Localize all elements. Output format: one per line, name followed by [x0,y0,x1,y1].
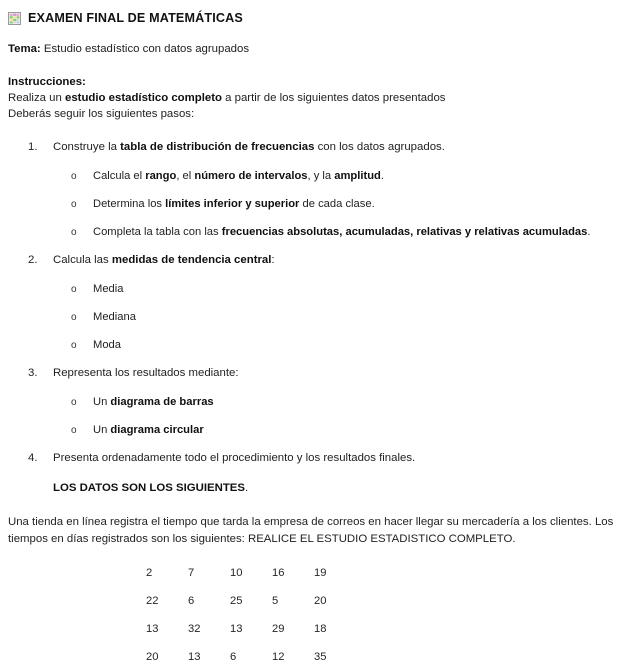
table-row [146,650,356,664]
sub-list [53,281,633,353]
sub-list [53,168,633,240]
step-text-bold: medidas de tendencia central [111,254,272,266]
data-cell: 18 [314,623,327,635]
text-part: Un [93,424,111,436]
spreadsheet-table-icon [8,12,21,25]
text-part-bold: límites inferior y superior [165,198,300,210]
circle-bullet-icon: o [71,425,77,436]
data-cell: 2 [146,567,153,579]
text-part: . [587,226,591,238]
data-cell: 20 [146,651,159,663]
circle-bullet-icon: o [71,312,77,323]
instrucciones-label: Instrucciones: [8,76,86,88]
step-text [53,141,445,153]
data-cell: 25 [230,595,243,607]
step-number: 2. [28,254,38,266]
data-values-table [146,566,356,664]
list-item [0,365,633,438]
list-item [53,196,633,212]
sub-list [53,394,633,438]
text-part: , el [176,170,195,182]
data-cell: 16 [272,567,285,579]
steps-list [0,139,633,466]
data-cell: 35 [314,651,327,663]
text-part-bold: diagrama circular [110,424,204,436]
sub-item-text [93,198,375,210]
text-part-bold: diagrama de barras [110,396,214,408]
instrucciones-line-1 [8,90,623,106]
text-part: . [380,170,384,182]
list-item [53,168,633,184]
data-cell: 13 [230,623,243,635]
circle-bullet-icon: o [71,340,77,351]
step-text-after: : [271,254,275,266]
data-cell: 10 [230,567,243,579]
data-cell: 6 [188,595,195,607]
circle-bullet-icon: o [71,199,77,210]
data-cell: 29 [272,623,285,635]
text-part: Determina los [93,198,166,210]
step-text: Representa los resultados mediante: [53,367,239,379]
instrucciones-line-1-bold: estudio estadístico completo [65,92,222,104]
list-item [0,252,633,353]
text-part: de cada clase. [299,198,375,210]
list-item [0,139,633,240]
step-text: Presenta ordenadamente todo el procedimiento y los resultados finales. [53,452,416,464]
tema-paragraph [0,41,633,57]
data-cell: 32 [188,623,201,635]
text-part-bold: rango [145,170,177,182]
instrucciones-line-1-c: a partir de los siguientes datos presentados [221,92,446,104]
list-item [53,422,633,438]
step-text-bold: tabla de distribución de frecuencias [120,141,315,153]
page-title: EXAMEN FINAL DE MATEMÁTICAS [28,11,243,25]
data-cell: 12 [272,651,285,663]
step-text-before: Construye la [53,141,121,153]
step-text-before: Calcula las [53,254,112,266]
sub-item-text [93,396,214,408]
step-number: 4. [28,452,38,464]
step-number: 1. [28,141,38,153]
text-part-bold: amplitud [334,170,381,182]
datos-heading [0,480,633,496]
data-cell: 13 [146,623,159,635]
table-row [146,594,356,622]
text-part: , y la [307,170,335,182]
list-item [53,394,633,410]
data-cell: 7 [188,567,195,579]
text-part-bold: frecuencias absolutas, acumuladas, relativas y relativas acumuladas [221,226,588,238]
sub-item-text [93,226,591,238]
sub-item-text [93,170,384,182]
table-row [146,566,356,594]
list-item [53,224,633,240]
step-text [53,254,275,266]
data-cell: 19 [314,567,327,579]
text-part: Calcula el [93,170,146,182]
table-row [146,622,356,650]
data-cell: 5 [272,595,279,607]
datos-heading-period: . [244,482,249,494]
circle-bullet-icon: o [71,171,77,182]
datos-heading-bold: LOS DATOS SON LOS SIGUIENTES [53,482,245,494]
list-item [53,309,633,325]
data-cell: 20 [314,595,327,607]
problem-statement: Una tienda en línea registra el tiempo que tarda la empresa de correos en hacer llegar su mercadería a los clientes. Los tiempos en días registrados son los siguientes: REALICE EL ESTUDIO ESTADISTICO COMPLETO. [8,516,614,545]
data-cell: 13 [188,651,201,663]
circle-bullet-icon: o [71,284,77,295]
list-item [53,337,633,353]
page-title-row [0,0,633,25]
step-text-after: con los datos agrupados. [314,141,445,153]
instrucciones-paragraph [0,74,633,122]
tema-value: Estudio estadístico con datos agrupados [40,43,250,55]
step-number: 3. [28,367,38,379]
data-cell: 22 [146,595,159,607]
sub-item-text: Moda [93,339,121,351]
data-values-body [146,566,356,664]
data-grid-wrapper [0,566,633,664]
text-part-bold: número de intervalos [194,170,308,182]
list-item [0,450,633,466]
circle-bullet-icon: o [71,227,77,238]
text-part: Un [93,396,111,408]
text-part: Completa la tabla con las [93,226,222,238]
data-cell: 6 [230,651,237,663]
instrucciones-line-2: Deberás seguir los siguientes pasos: [8,108,195,120]
tema-label: Tema: [8,43,41,55]
instrucciones-line-1-a: Realiza un [8,92,65,104]
circle-bullet-icon: o [71,397,77,408]
list-item [53,281,633,297]
sub-item-text: Media [93,283,124,295]
sub-item-text: Mediana [93,311,136,323]
sub-item-text [93,424,204,436]
